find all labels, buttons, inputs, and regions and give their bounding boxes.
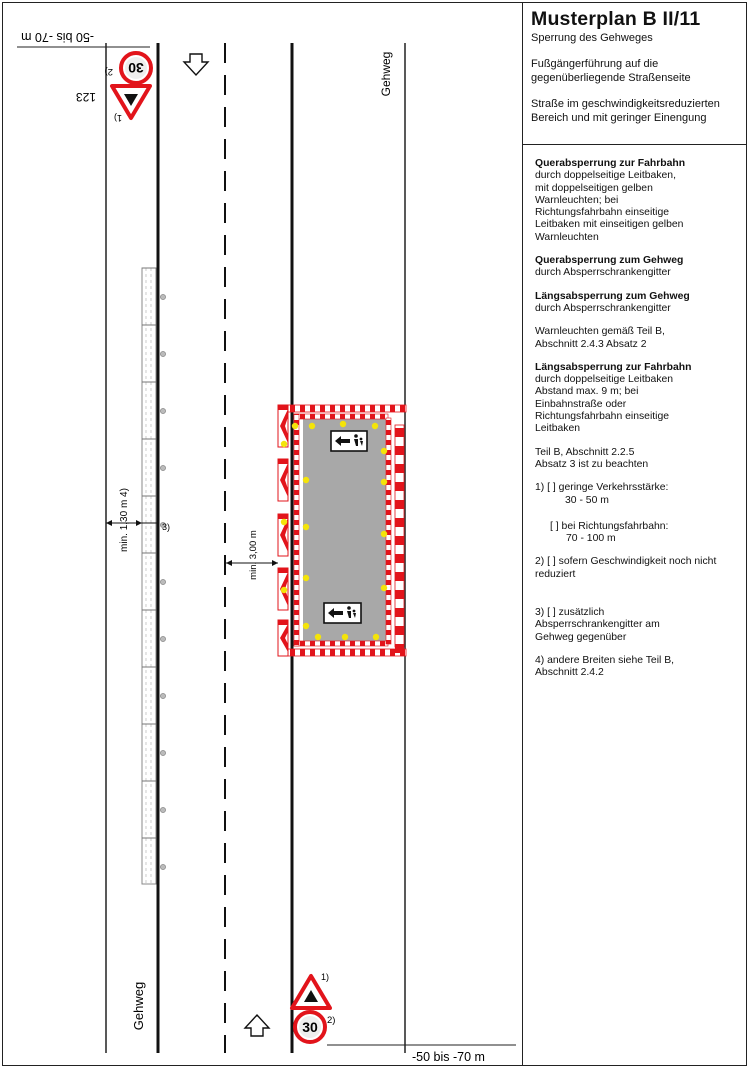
ref-1-bottom: 1) xyxy=(321,972,330,982)
fence-lamp xyxy=(160,408,165,413)
footnote-1b xyxy=(550,521,740,546)
svg-text:30: 30 xyxy=(302,1019,318,1035)
warning-lamp xyxy=(381,531,387,537)
note-body: durch doppelseitige Leitbaken Abstand max. 9 m; bei Einbahnstraße oder Richtungsfahrbahn einseitige Leitbaken xyxy=(535,374,674,435)
warning-lamp xyxy=(342,634,348,640)
note-teil-b xyxy=(535,447,740,472)
speed-limit-sign-top xyxy=(121,53,151,83)
dim-label-130: min. 1,30 m 4) xyxy=(119,488,130,552)
notes-list xyxy=(535,158,740,691)
warning-lamp xyxy=(303,575,309,581)
fence-lamp xyxy=(160,636,165,641)
footnote-3 xyxy=(535,607,740,644)
warning-lamp xyxy=(381,448,387,454)
footnote-2 xyxy=(535,556,740,581)
note-body: Warnleuchten gemäß Teil B, Abschnitt 2.4.3 Absatz 2 xyxy=(535,326,665,350)
arrow-up-icon xyxy=(245,1015,269,1036)
warning-lamp xyxy=(303,623,309,629)
fence-lamp xyxy=(160,807,165,812)
footnote-4 xyxy=(535,655,740,680)
footnote-3-text: 3) [ ] zusätzlich Absperrschrankengitter am Gehweg gegenüber xyxy=(535,607,660,643)
note-body: durch Absperrschrankengitter xyxy=(535,267,671,279)
description-2: Straße im geschwindigkeitsreduzierten Bereich und mit geringer Einengung xyxy=(531,98,720,124)
svg-text:30: 30 xyxy=(128,60,144,76)
ref-1-top: 1) xyxy=(113,113,122,123)
fence-lamp xyxy=(160,465,165,470)
pedestrian-icon xyxy=(354,434,358,438)
ref-2-top: 2) xyxy=(104,66,113,77)
barrier-stripe xyxy=(395,626,404,635)
legend-panel xyxy=(522,2,747,1066)
warning-lamp xyxy=(373,634,379,640)
description-1: Fußgängerführung auf die gegenüberliegende Straßenseite xyxy=(531,58,691,84)
note-querabsperrung-fahrbahn xyxy=(535,158,740,244)
sidewalk-fence-left xyxy=(142,268,156,884)
note-body: durch Absperrschrankengitter xyxy=(535,302,671,314)
fence-lamp xyxy=(160,579,165,584)
footnote-2-text: 2) [ ] sofern Geschwindigkeit noch nicht reduziert xyxy=(535,556,717,580)
barrier-stripe xyxy=(395,482,404,491)
leitbake-cap xyxy=(278,405,288,410)
distance-label-top: -50 bis -70 m xyxy=(21,30,94,44)
fence-lamp xyxy=(160,294,165,299)
sign-number: 123 xyxy=(75,90,96,104)
ref-3: 3) xyxy=(162,522,171,532)
gehweg-label-left: Gehweg xyxy=(131,981,146,1031)
note-body: Teil B, Abschnitt 2.2.5 Absatz 3 ist zu beachten xyxy=(535,446,649,470)
warning-lamp xyxy=(281,587,287,593)
speed-limit-sign-bottom xyxy=(295,1012,325,1042)
dim-label-300: min. 3,00 m xyxy=(248,530,259,580)
dim-arrow-left-130 xyxy=(106,520,112,526)
warning-lamp xyxy=(281,441,287,447)
fence-lamp xyxy=(160,864,165,869)
warning-lamp xyxy=(309,423,315,429)
barrier-left-inner xyxy=(294,414,299,646)
barrier-stripe xyxy=(395,608,404,617)
warning-lamp xyxy=(381,585,387,591)
barrier-stripe xyxy=(395,590,404,599)
note-querabsperrung-gehweg xyxy=(535,255,740,280)
barrier-stripe xyxy=(395,464,404,473)
barrier-bottom-inner xyxy=(294,641,388,646)
barrier-stripe xyxy=(395,536,404,545)
leitbake-cap xyxy=(278,514,288,519)
footnote-1-label: 1) [ ] geringe Verkehrsstärke: xyxy=(535,482,669,494)
page-subtitle: Sperrung des Gehweges xyxy=(531,32,653,44)
barrier-stripe xyxy=(395,518,404,527)
warning-lamp xyxy=(281,519,287,525)
note-heading: Querabsperrung zur Fahrbahn xyxy=(535,158,686,169)
title-box xyxy=(523,2,747,145)
warning-lamp xyxy=(303,524,309,530)
warning-lamp xyxy=(372,423,378,429)
fence-lamp xyxy=(160,351,165,356)
barrier-stripe xyxy=(395,554,404,563)
barrier-stripe xyxy=(395,428,404,437)
pedestrian-detour-sign-top xyxy=(331,431,367,451)
note-body: durch doppelseitige Leitbaken, mit doppelseitigen gelben Warnleuchten; bei Richtungsfahrbahn einseitige Leitbaken mit einseitigen gelben Warnleuchten xyxy=(535,170,684,243)
barrier-top-outer xyxy=(288,405,406,412)
note-laengsabsperrung-gehweg xyxy=(535,291,740,316)
note-heading: Längsabsperrung zur Fahrbahn xyxy=(535,361,692,373)
note-heading: Längsabsperrung zum Gehweg xyxy=(535,290,690,302)
dim-arrow-right-130 xyxy=(136,520,142,526)
footnote-1b-label: [ ] bei Richtungsfahrbahn: xyxy=(550,520,669,532)
note-heading: Querabsperrung zum Gehweg xyxy=(535,255,684,267)
barrier-stripe xyxy=(395,572,404,581)
fence-lamp xyxy=(160,693,165,698)
barrier-stripe xyxy=(395,644,404,653)
warning-lamp xyxy=(292,423,298,429)
leitbake-cap xyxy=(278,459,288,464)
page-title: Musterplan B II/11 xyxy=(531,8,701,30)
gehweg-label-right: Gehweg xyxy=(379,51,393,97)
ref-2-bottom: 2) xyxy=(327,1015,336,1026)
barrier-top-inner xyxy=(294,414,388,419)
note-laengsabsperrung-fahrbahn xyxy=(535,362,740,436)
note-warnleuchten xyxy=(535,326,740,351)
leitbake-cap xyxy=(278,620,288,625)
fence-lamp xyxy=(160,750,165,755)
distance-label-bottom: -50 bis -70 m xyxy=(412,1050,485,1064)
pedestrian-detour-sign-bottom xyxy=(324,603,361,623)
footnote-1 xyxy=(535,482,740,507)
leitbake-cap xyxy=(278,568,288,573)
barrier-stripe xyxy=(395,446,404,455)
warning-lamp xyxy=(340,421,346,427)
arrow-down-icon xyxy=(184,54,208,75)
warning-lamp xyxy=(381,479,387,485)
footnote-1b-value: 70 - 100 m xyxy=(566,533,616,545)
dim-arrow-left-300 xyxy=(226,560,232,566)
pedestrian-icon xyxy=(347,606,351,610)
barrier-stripe xyxy=(395,500,404,509)
warning-lamp xyxy=(315,634,321,640)
footnote-1-value: 30 - 50 m xyxy=(565,494,609,506)
warning-lamp xyxy=(303,477,309,483)
dim-arrow-right-300 xyxy=(272,560,278,566)
barrier-bottom-outer xyxy=(278,649,406,656)
footnote-4-text: 4) andere Breiten siehe Teil B, Abschnitt 2.4.2 xyxy=(535,654,675,679)
